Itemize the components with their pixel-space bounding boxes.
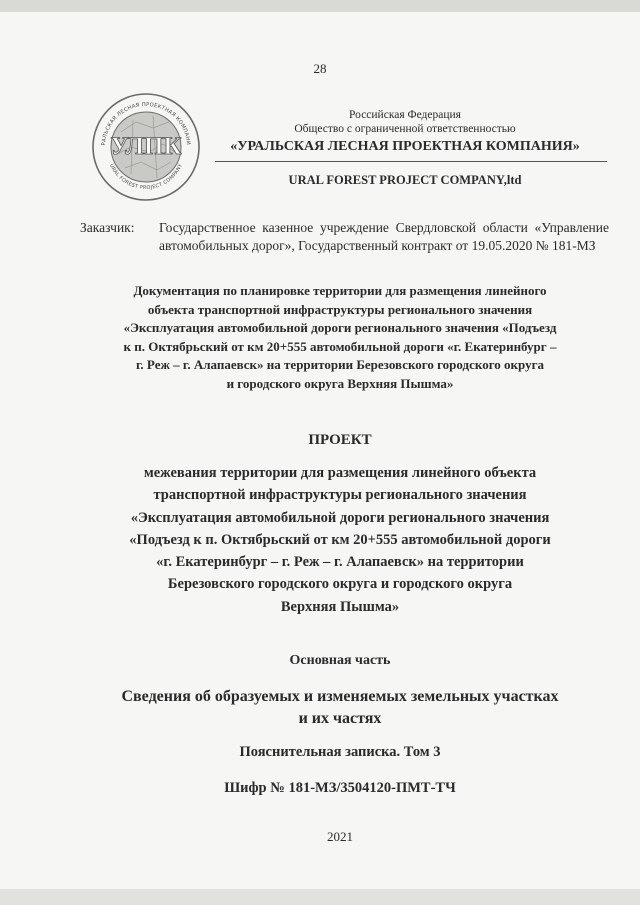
- logo-arc-bottom-text: URAL FOREST PROJECT COMPANY: [108, 163, 184, 192]
- document-title: [70, 282, 610, 393]
- page-number: 28: [313, 61, 327, 76]
- document-title-line: к п. Октябрьский от км 20+555 автомобильной дороги «г. Екатеринбург –: [123, 338, 557, 354]
- project-description-line: транспортной инфраструктуры регионального значения: [153, 487, 527, 504]
- customer-label: Заказчик:: [80, 220, 135, 235]
- document-code: Шифр № 181-МЗ/3504120-ПМТ-ТЧ: [224, 780, 456, 796]
- project-description-line: межевания территории для размещения линейного объекта: [143, 465, 537, 481]
- scan-bottom-edge: [0, 889, 640, 905]
- document-title-line: «Эксплуатация автомобильной дороги регионального значения «Подъезд: [123, 320, 557, 335]
- customer-text: Государственное казенное учреждение Свердловской области «Управление автомобильных дорог», Государственный контракт от 19.05.2020 № 181-МЗ: [159, 220, 609, 253]
- project-description-line: «Подъезд к п. Октябрьский от км 20+555 автомобильной дороги: [129, 531, 551, 548]
- volume-label: Пояснительная записка. Том 3: [239, 744, 441, 760]
- section-title-line: и их частях: [298, 710, 382, 727]
- project-description: [70, 462, 610, 618]
- document-title-line: Документация по планировке территории для размещения линейного: [133, 283, 547, 298]
- org-name-en: URAL FOREST PROJECT COMPANY,ltd: [288, 173, 522, 187]
- org-country: Российская Федерация: [349, 109, 461, 121]
- project-description-line: «Эксплуатация автомобильной дороги регионального значения: [130, 509, 550, 526]
- project-description-line: «г. Екатеринбург – г. Реж – г. Алапаевск» на территории: [156, 554, 524, 571]
- document-title-line: объекта транспортной инфраструктуры регионального значения: [147, 301, 533, 317]
- project-label: ПРОЕКТ: [308, 432, 372, 448]
- document-title-line: и городского округа Верхняя Пышма»: [226, 375, 454, 391]
- logo-letters: УЛПК: [110, 133, 182, 160]
- document-title-line: г. Реж – г. Алапаевск» на территории Березовского городского округа: [136, 357, 544, 372]
- main-part-label: Основная часть: [289, 653, 391, 668]
- document-year: 2021: [327, 829, 353, 844]
- scan-top-edge: [0, 0, 640, 12]
- section-title-line: Сведения об образуемых и изменяемых земельных участках: [121, 688, 559, 705]
- org-type: Общество с ограниченной ответственностью: [294, 123, 516, 135]
- company-logo: [91, 92, 201, 202]
- section-title: [70, 686, 610, 730]
- project-description-line: Березовского городского округа и городского округа: [167, 576, 513, 593]
- project-description-line: Верхняя Пышма»: [280, 598, 400, 615]
- logo-arc-top-text: РАЛЬСКАЯ ЛЕСНАЯ ПРОЕКТНАЯ КОМПАНИ: [100, 101, 191, 146]
- header-divider: [215, 161, 607, 162]
- org-name: «УРАЛЬСКАЯ ЛЕСНАЯ ПРОЕКТНАЯ КОМПАНИЯ»: [230, 139, 580, 154]
